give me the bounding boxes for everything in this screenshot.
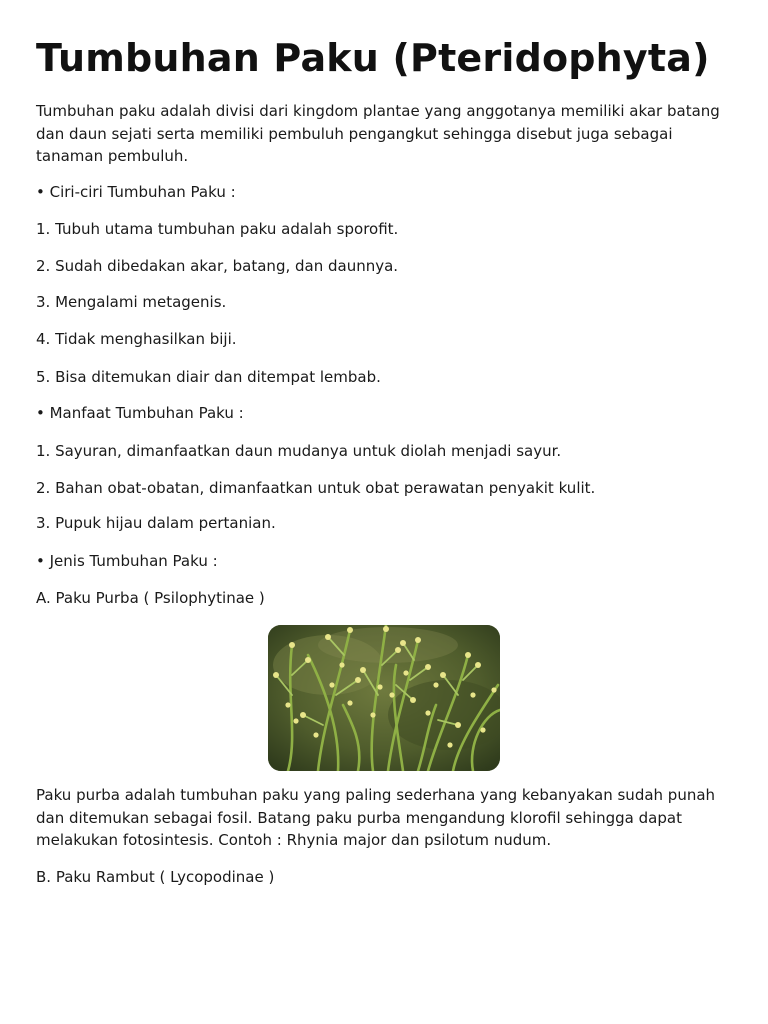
ciri-item: 1. Tubuh utama tumbuhan paku adalah sporofit. [36,220,399,238]
section-a-heading: A. Paku Purba ( Psilophytinae ) [36,589,265,607]
jenis-heading: • Jenis Tumbuhan Paku : [36,552,218,570]
manfaat-item: 1. Sayuran, dimanfaatkan daun mudanya untuk diolah menjadi sayur. [36,442,562,460]
manfaat-heading: • Manfaat Tumbuhan Paku : [36,404,244,422]
ciri-item: 2. Sudah dibedakan akar, batang, dan daunnya. [36,257,399,275]
page-title: Tumbuhan Paku (Pteridophyta) [36,36,710,80]
ciri-item: 5. Bisa ditemukan diair dan ditempat lembab. [36,368,381,386]
manfaat-item: 3. Pupuk hijau dalam pertanian. [36,514,276,532]
ciri-item: 4. Tidak menghasilkan biji. [36,330,237,348]
section-b-heading: B. Paku Rambut ( Lycopodinae ) [36,868,275,886]
psilophytinae-photo [268,625,500,771]
section-a-paragraph: Paku purba adalah tumbuhan paku yang paling sederhana yang kebanyakan sudah punah dan ditemukan sebagai fosil. Batang paku purba mengandung klorofil sehingga dapat melakukan fotosintesis. Contoh : Rhynia major dan psilotum nudum. [36,786,716,849]
ciri-heading: • Ciri-ciri Tumbuhan Paku : [36,183,236,201]
intro-paragraph: Tumbuhan paku adalah divisi dari kingdom plantae yang anggotanya memiliki akar batang dan daun sejati serta memiliki pembuluh pengangkut sehingga disebut juga sebagai tanaman pembuluh. [36,102,720,165]
manfaat-item: 2. Bahan obat-obatan, dimanfaatkan untuk obat perawatan penyakit kulit. [36,479,596,497]
ciri-item: 3. Mengalami metagenis. [36,293,227,311]
